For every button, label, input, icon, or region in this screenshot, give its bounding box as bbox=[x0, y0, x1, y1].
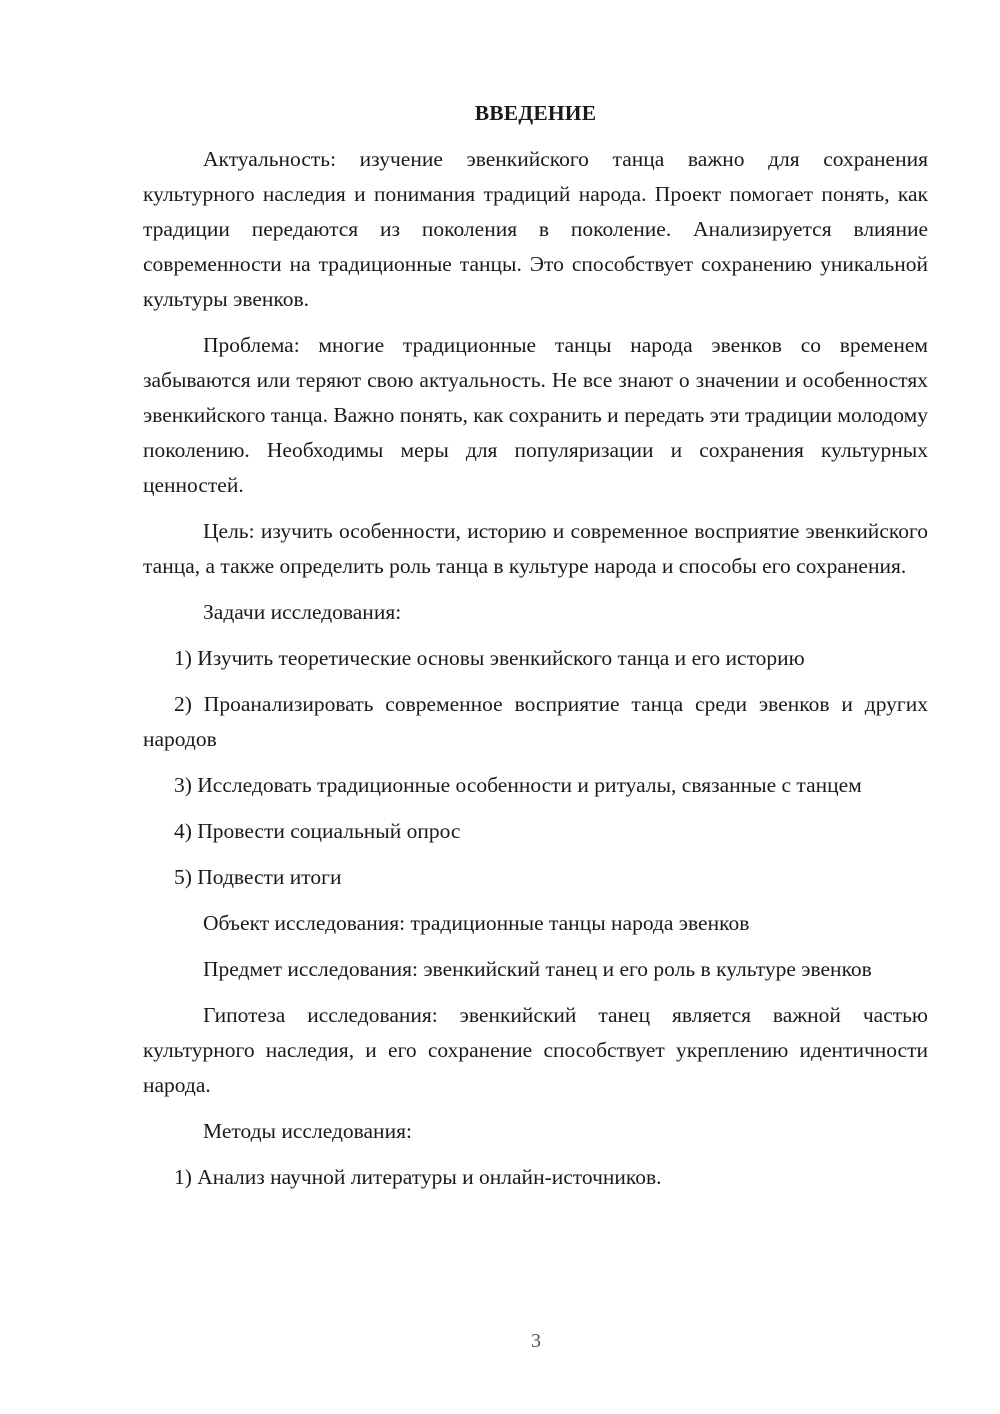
methods-title: Методы исследования: bbox=[203, 1119, 412, 1143]
task-item: 3) Исследовать традиционные особенности и ритуалы, связанные с танцем bbox=[174, 773, 862, 797]
page-content bbox=[143, 96, 928, 1206]
relevance-paragraph: Актуальность: изучение эвенкийского танца важно для сохранения культурного наследия и понимания традиций народа. Проект помогает понять, как традиции передаются из поколения в поколение. Анализируется влияние современности на традиционные танцы. Это способствует сохранению уникальной культуры эвенков. bbox=[143, 147, 928, 311]
tasks-title: Задачи исследования: bbox=[203, 600, 402, 624]
task-item: 4) Провести социальный опрос bbox=[174, 819, 461, 843]
page-number: 3 bbox=[531, 1330, 541, 1352]
subject-paragraph: Предмет исследования: эвенкийский танец и его роль в культуре эвенков bbox=[203, 957, 872, 981]
method-item: 1) Анализ научной литературы и онлайн-источников. bbox=[174, 1165, 662, 1189]
problem-paragraph: Проблема: многие традиционные танцы народа эвенков со временем забываются или теряют свою актуальность. Не все знают о значении и особенностях эвенкийского танца. Важно понять, как сохранить и передать эти традиции молодому поколению. Необходимы меры для популяризации и сохранения культурных ценностей. bbox=[143, 333, 928, 497]
object-paragraph: Объект исследования: традиционные танцы народа эвенков bbox=[203, 911, 750, 935]
task-item: 5) Подвести итоги bbox=[174, 865, 342, 889]
task-item: 2) Проанализировать современное восприятие танца среди эвенков и других народов bbox=[143, 692, 928, 751]
hypothesis-paragraph: Гипотеза исследования: эвенкийский танец является важной частью культурного наследия, и его сохранение способствует укреплению идентичности народа. bbox=[143, 1003, 928, 1097]
section-heading: ВВЕДЕНИЕ bbox=[474, 101, 597, 125]
goal-paragraph: Цель: изучить особенности, историю и современное восприятие эвенкийского танца, а также определить роль танца в культуре народа и способы его сохранения. bbox=[143, 519, 928, 578]
task-item: 1) Изучить теоретические основы эвенкийского танца и его историю bbox=[174, 646, 805, 670]
